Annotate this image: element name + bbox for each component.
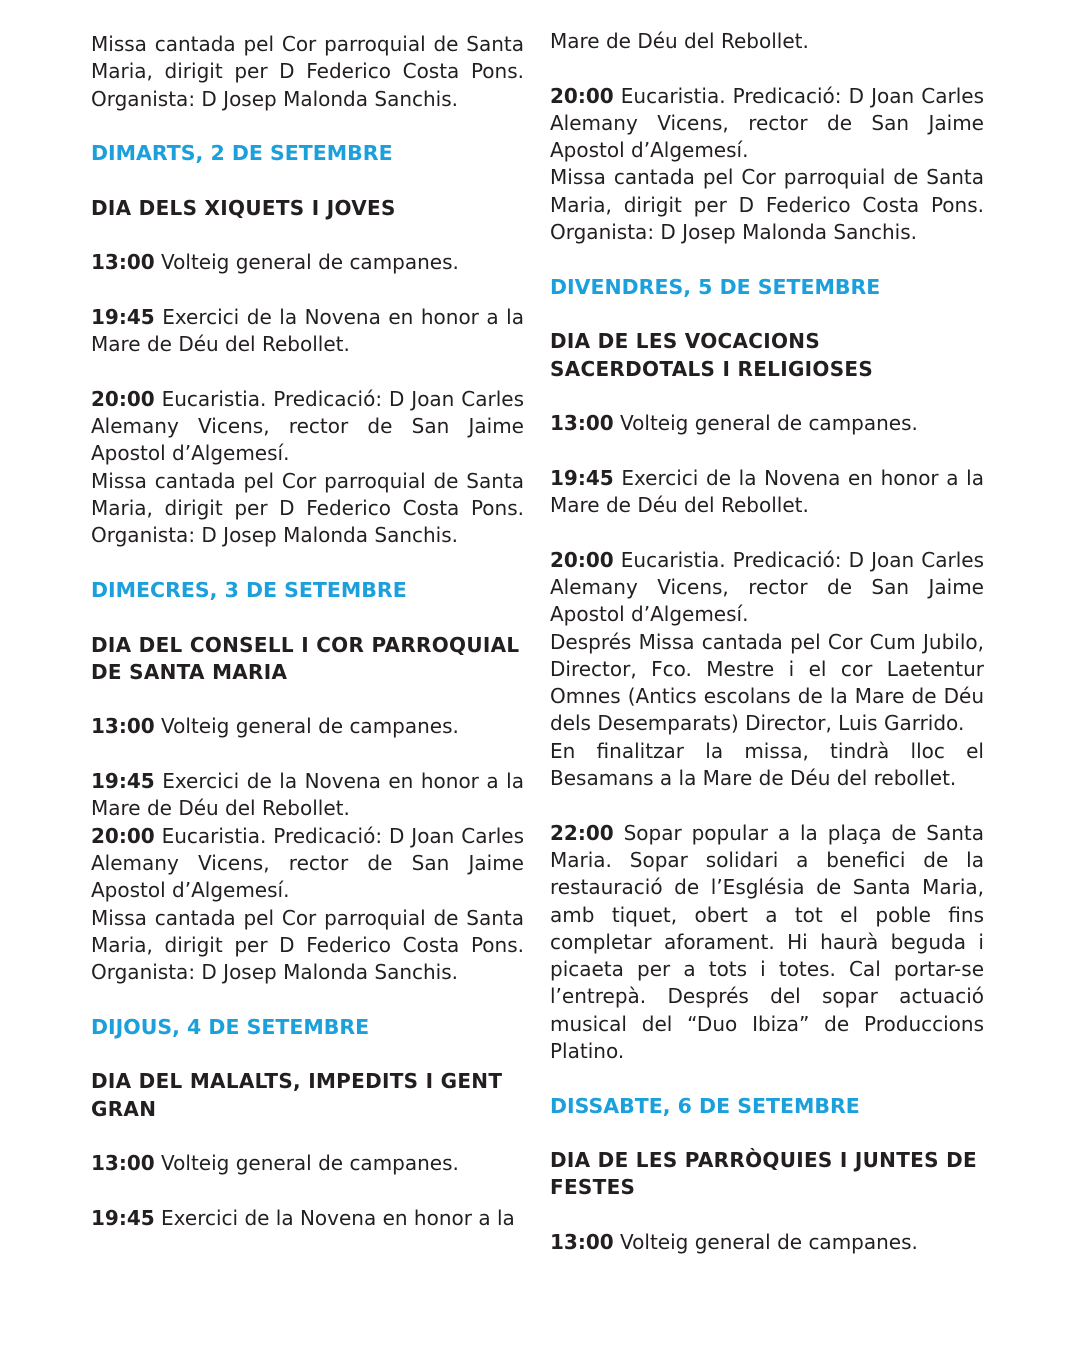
event-text: Eucaristia. Predicació: D Joan Carles Alemany Vicens, rector de San Jaime Apostol d’Algemesí. [91,386,524,466]
day-heading-dimecres: DIMECRES, 3 DE SETEMBRE [91,577,407,602]
event-text: Sopar popular a la plaça de Santa Maria. Sopar solidari a benefici de la restauració de l’Església de Santa Maria, amb tiquet, obert a tot el poble fins completar aforament. Hi haurà beguda i picaeta per a tots i totes. Cal portar-se l’entrepà. Després del sopar actuació musical del “Duo Ibiza” de Produccions Platino. [550,820,984,1063]
event-time: 13:00 [91,714,155,739]
event-entry [91,249,524,276]
day-theme-consell: DIA DEL CONSELL I COR PARROQUIAL DE SANTA MARIA [91,632,520,684]
day-heading-dissabte: DISSABTE, 6 DE SETEMBRE [550,1093,860,1118]
event-entry [550,83,984,165]
event-text: Exercici de la Novena en honor a la Mare de Déu del Rebollet. [91,304,524,357]
event-time: 20:00 [550,547,614,572]
event-text: Volteig general de campanes. [161,714,459,739]
day-theme-vocacions: DIA DE LES VOCACIONS SACERDOTALS I RELIGIOSES [550,329,874,381]
event-time: 22:00 [550,820,614,845]
event-entry [91,713,524,740]
event-time: 19:45 [550,465,614,490]
event-entry [91,823,524,905]
day-theme-malalts: DIA DEL MALALTS, IMPEDITS I GENT GRAN [91,1069,503,1121]
event-note: Missa cantada pel Cor parroquial de Santa Maria, dirigit per D Federico Costa Pons. Organista: D Josep Malonda Sanchis. [91,905,524,985]
event-entry [91,386,524,468]
event-text: Exercici de la Novena en honor a la [161,1205,515,1230]
event-note: En finalitzar la missa, tindrà lloc el Besamans a la Mare de Déu del rebollet. [550,738,984,791]
event-time: 19:45 [91,304,155,329]
event-time: 13:00 [91,1151,155,1176]
right-column [550,28,984,1256]
event-entry [91,1150,524,1177]
event-entry [91,304,524,359]
event-entry [550,1229,984,1256]
event-time: 20:00 [550,83,614,108]
event-time: 13:00 [550,411,614,436]
event-note: Després Missa cantada pel Cor Cum Jubilo, Director, Fco. Mestre i el cor Laetentur Omnes (Antics escolans de la Mare de Déu dels Desemparats) Director, Luis Garrido. [550,629,984,736]
event-time: 19:45 [91,1205,155,1230]
event-time: 13:00 [91,250,155,275]
event-text: Eucaristia. Predicació: D Joan Carles Alemany Vicens, rector de San Jaime Apostol d’Algemesí. [550,83,984,163]
event-time: 20:00 [91,823,155,848]
event-text: Eucaristia. Predicació: D Joan Carles Alemany Vicens, rector de San Jaime Apostol d’Algemesí. [91,823,524,903]
event-text: Exercici de la Novena en honor a la Mare de Déu del Rebollet. [91,769,524,821]
event-time: 13:00 [550,1230,614,1255]
day-heading-dimarts: DIMARTS, 2 DE SETEMBRE [91,141,393,166]
intro-paragraph: Missa cantada pel Cor parroquial de Santa Maria, dirigit per D Federico Costa Pons. Organista: D Josep Malonda Sanchis. [91,32,524,111]
event-text: Volteig general de campanes. [161,250,459,275]
day-theme-xiquets: DIA DELS XIQUETS I JOVES [91,195,396,220]
day-heading-dijous: DIJOUS, 4 DE SETEMBRE [91,1014,370,1039]
event-entry [550,410,984,437]
event-entry [91,1205,524,1232]
event-entry [550,465,984,520]
continued-text: Mare de Déu del Rebollet. [550,29,809,53]
event-text: Volteig general de campanes. [620,411,918,436]
event-time: 20:00 [91,386,155,411]
event-text: Eucaristia. Predicació: D Joan Carles Alemany Vicens, rector de San Jaime Apostol d’Algemesí. [550,547,984,627]
left-column [91,31,524,1232]
event-text: Volteig general de campanes. [620,1230,918,1255]
event-note: Missa cantada pel Cor parroquial de Santa Maria, dirigit per D Federico Costa Pons. Organista: D Josep Malonda Sanchis. [91,468,524,548]
event-time: 19:45 [91,769,155,794]
event-note: Missa cantada pel Cor parroquial de Santa Maria, dirigit per D Federico Costa Pons. Organista: D Josep Malonda Sanchis. [550,165,984,245]
event-entry [91,768,524,823]
day-theme-parroquies: DIA DE LES PARRÒQUIES I JUNTES DE FESTES [550,1148,977,1200]
event-entry [550,820,984,1066]
event-entry [550,547,984,629]
event-text: Volteig general de campanes. [161,1151,459,1176]
event-text: Exercici de la Novena en honor a la Mare de Déu del Rebollet. [550,465,984,518]
day-heading-divendres: DIVENDRES, 5 DE SETEMBRE [550,274,881,299]
